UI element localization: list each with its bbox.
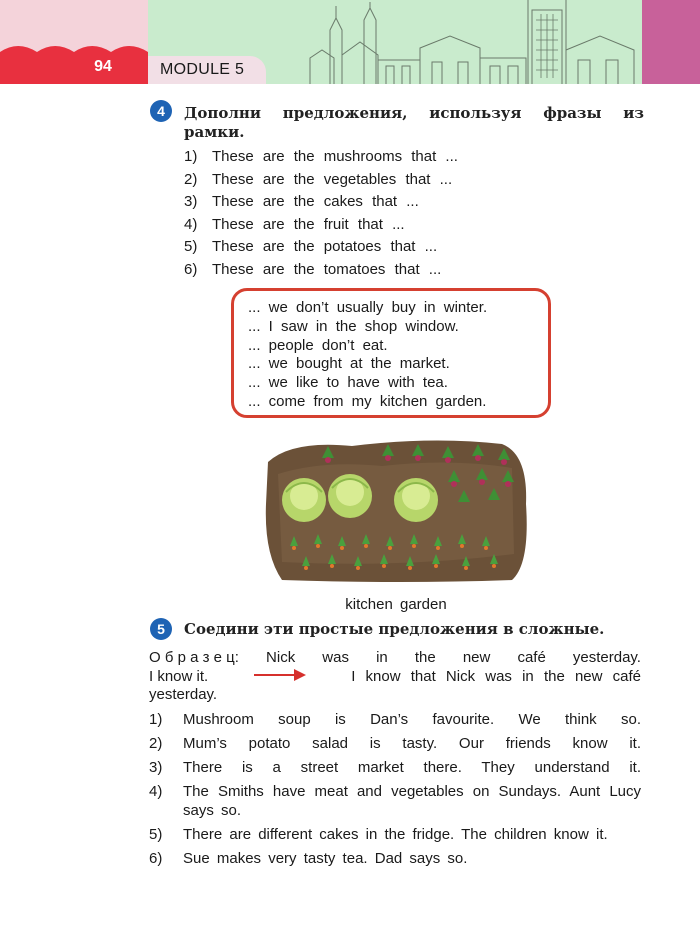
- exercise-item: [149, 825, 641, 844]
- sentence-number: 6): [184, 260, 198, 278]
- exercise-5-number-badge: 5: [150, 618, 172, 640]
- image-caption: kitchen garden: [345, 596, 447, 613]
- sentence-text: These are the tomatoes that ...: [212, 260, 442, 278]
- example-word: was: [322, 649, 349, 666]
- sentence-text: These are the fruit that ...: [212, 215, 405, 233]
- phrase-item: ... I saw in the shop window.: [248, 317, 459, 335]
- sentence-text: These are the mushrooms that ...: [212, 148, 458, 165]
- city-skyline-illustration: [300, 0, 642, 84]
- item-text: The Smiths have meat and vegetables on Sundays. Aunt Lucy says so.: [183, 783, 641, 819]
- exercise-item: [149, 734, 641, 753]
- item-text: There is a street market there. They understand it.: [183, 759, 641, 776]
- item-text: Mum’s potato salad is tasty. Our friends know it.: [183, 735, 641, 752]
- right-arrow-icon: [254, 668, 306, 682]
- exercise-item: [149, 710, 641, 729]
- exercise-item: [149, 758, 641, 777]
- page-number: 94: [94, 58, 112, 75]
- sentence-number: 3): [184, 193, 198, 211]
- example-word: café: [517, 649, 546, 666]
- cabbage-icon: [282, 478, 326, 522]
- sentence-number: 2): [184, 170, 198, 188]
- item-text: Mushroom soup is Dan’s favourite. We think so.: [183, 711, 641, 728]
- sentence-item: [184, 261, 504, 284]
- sentence-number: 4): [184, 215, 198, 233]
- exercise-4-sentence-list: [184, 148, 504, 284]
- example-label: О б р а з е ц:: [149, 649, 239, 666]
- example-word: in: [376, 649, 388, 666]
- exercise-4-instruction-line1: Дополни предложения, используя фразы из: [184, 104, 644, 122]
- item-number: 5): [149, 826, 163, 843]
- sentence-item: [184, 193, 504, 216]
- cabbage-icon: [394, 478, 438, 522]
- item-number: 3): [149, 759, 163, 776]
- sentence-item: [184, 171, 504, 194]
- example-word: Nick: [266, 649, 296, 666]
- module-label: MODULE 5: [160, 61, 245, 78]
- example-source: I know it.: [149, 667, 209, 685]
- exercise-4-instruction-line2: рамки.: [184, 123, 245, 141]
- header-magenta-band: [642, 0, 700, 84]
- example-word: the: [414, 649, 436, 666]
- item-number: 1): [149, 711, 163, 728]
- example-word: yesterday.: [572, 649, 641, 666]
- item-text: There are different cakes in the fridge. The children know it.: [183, 826, 608, 843]
- example-block: [149, 649, 641, 705]
- exercise-item: [149, 782, 641, 820]
- exercise-4-number-badge: 4: [150, 100, 172, 122]
- sentence-item: [184, 148, 504, 171]
- item-number: 4): [149, 783, 163, 800]
- phrase-item: ... people don’t eat.: [248, 336, 388, 354]
- sentence-item: [184, 238, 504, 261]
- phrase-item: ... we like to have with tea.: [248, 374, 448, 392]
- item-text: Sue makes very tasty tea. Dad says so.: [183, 850, 468, 867]
- example-line-2: [149, 668, 641, 687]
- sentence-text: These are the cakes that ...: [212, 193, 419, 211]
- phrase-item: ... we don’t usually buy in winter.: [248, 299, 488, 316]
- sentence-number: 1): [184, 148, 198, 165]
- phrase-list: [248, 299, 487, 412]
- phrase-item: ... we bought at the market.: [248, 355, 450, 373]
- sentence-text: These are the vegetables that ...: [212, 170, 453, 188]
- header-scallop-decoration: [0, 38, 148, 60]
- item-number: 6): [149, 850, 163, 867]
- phrase-item: ... come from my kitchen garden.: [248, 392, 487, 410]
- exercise-item: [149, 849, 641, 868]
- exercise-5-instruction: Соедини эти простые предложения в сложные.: [184, 620, 605, 638]
- cabbage-icon: [328, 474, 372, 518]
- example-line-3: yesterday.: [149, 686, 218, 703]
- example-line-1: [149, 649, 641, 668]
- kitchen-garden-illustration: [262, 434, 530, 584]
- example-word: new: [462, 649, 491, 666]
- sentence-item: [184, 216, 504, 239]
- example-result: I know that Nick was in the new café: [351, 667, 641, 685]
- sentence-text: These are the potatoes that ...: [212, 238, 438, 256]
- sentence-number: 5): [184, 238, 198, 256]
- exercise-5-item-list: [149, 710, 641, 873]
- item-number: 2): [149, 735, 163, 752]
